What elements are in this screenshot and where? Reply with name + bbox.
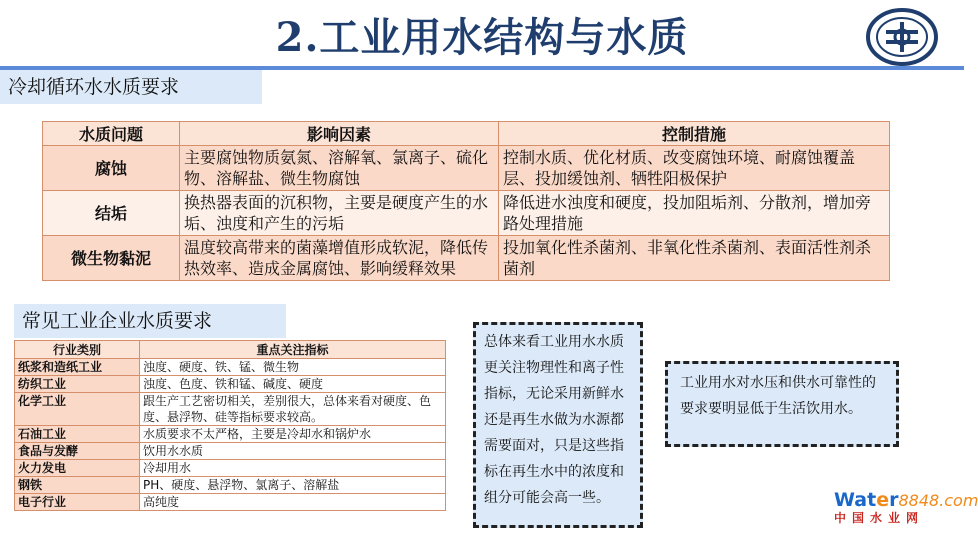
table-cell: 控制水质、优化材质、改变腐蚀环境、耐腐蚀覆盖层、投加缓蚀剂、牺牲阳极保护 xyxy=(499,146,890,191)
table-row xyxy=(15,460,446,477)
watermark-brand-number: 8848 xyxy=(898,491,940,510)
page-title: 2.工业用水结构与水质 xyxy=(275,14,689,61)
table-cell: 结垢 xyxy=(43,191,180,236)
summary-note-box: 总体来看工业用水水质更关注物理性和离子性指标，无论采用新鲜水还是再生水做为水源都需要面对，只是这些指标在再生水中的浓度和组分可能会高一些。 xyxy=(473,322,643,528)
table-cell: 火力发电 xyxy=(15,460,140,477)
table-header: 重点关注指标 xyxy=(140,341,446,359)
watermark-logo xyxy=(834,489,978,533)
table-row xyxy=(43,236,890,281)
table-cell: 饮用水水质 xyxy=(140,443,446,460)
table-row xyxy=(15,393,446,426)
industry-water-table xyxy=(14,340,446,511)
watermark-brand-part: e xyxy=(876,489,890,511)
table-row xyxy=(15,477,446,494)
table-cell: 高纯度 xyxy=(140,494,446,511)
watermark-brand-part: Wat xyxy=(834,489,877,511)
table-cell: 电子行业 xyxy=(15,494,140,511)
table-header: 行业类别 xyxy=(15,341,140,359)
watermark-brand-part: r xyxy=(889,489,899,511)
table-cell: 石油工业 xyxy=(15,426,140,443)
table-cell: 跟生产工艺密切相关，差别很大，总体来看对硬度、色度、悬浮物、硅等指标要求较高。 xyxy=(140,393,446,426)
table-cell: 腐蚀 xyxy=(43,146,180,191)
table-header: 影响因素 xyxy=(180,122,499,146)
table-row xyxy=(43,146,890,191)
table-cell: 降低进水浊度和硬度，投加阻垢剂、分散剂，增加旁路处理措施 xyxy=(499,191,890,236)
section-label-industry-water: 常见工业企业水质要求 xyxy=(14,304,286,338)
table-header: 水质问题 xyxy=(43,122,180,146)
table-cell: 浊度、硬度、铁、锰、微生物 xyxy=(140,359,446,376)
table-cell: 化学工业 xyxy=(15,393,140,426)
table-cell: 主要腐蚀物质氨氮、溶解氧、氯离子、硫化物、溶解盐、微生物腐蚀 xyxy=(180,146,499,191)
table-row xyxy=(15,376,446,393)
cooling-water-table xyxy=(42,121,890,281)
table-cell: 纺织工业 xyxy=(15,376,140,393)
table-row xyxy=(15,359,446,376)
table-header: 控制措施 xyxy=(499,122,890,146)
table-cell: 钢铁 xyxy=(15,477,140,494)
table-cell: 食品与发酵 xyxy=(15,443,140,460)
university-logo-icon xyxy=(866,8,938,66)
section-label-cooling-water: 冷却循环水水质要求 xyxy=(0,70,262,104)
watermark-brand-domain: .com xyxy=(939,491,978,510)
table-cell: 纸浆和造纸工业 xyxy=(15,359,140,376)
table-row xyxy=(43,191,890,236)
table-row xyxy=(15,443,446,460)
pressure-note-box: 工业用水对水压和供水可靠性的要求要明显低于生活饮用水。 xyxy=(665,361,899,447)
table-cell: 浊度、色度、铁和锰、碱度、硬度 xyxy=(140,376,446,393)
table-cell: 温度较高带来的菌藻增值形成软泥，降低传热效率、造成金属腐蚀、影响缓释效果 xyxy=(180,236,499,281)
table-cell: 投加氧化性杀菌剂、非氧化性杀菌剂、表面活性剂杀菌剂 xyxy=(499,236,890,281)
table-cell: PH、硬度、悬浮物、氯离子、溶解盐 xyxy=(140,477,446,494)
table-cell: 冷却用水 xyxy=(140,460,446,477)
watermark-brand xyxy=(834,489,978,511)
table-row xyxy=(15,426,446,443)
table-cell: 水质要求不太严格，主要是冷却水和锅炉水 xyxy=(140,426,446,443)
table-row xyxy=(15,494,446,511)
table-cell: 微生物黏泥 xyxy=(43,236,180,281)
table-cell: 换热器表面的沉积物，主要是硬度产生的水垢、浊度和产生的污垢 xyxy=(180,191,499,236)
watermark-subtitle: 中国水业网 xyxy=(834,511,925,525)
